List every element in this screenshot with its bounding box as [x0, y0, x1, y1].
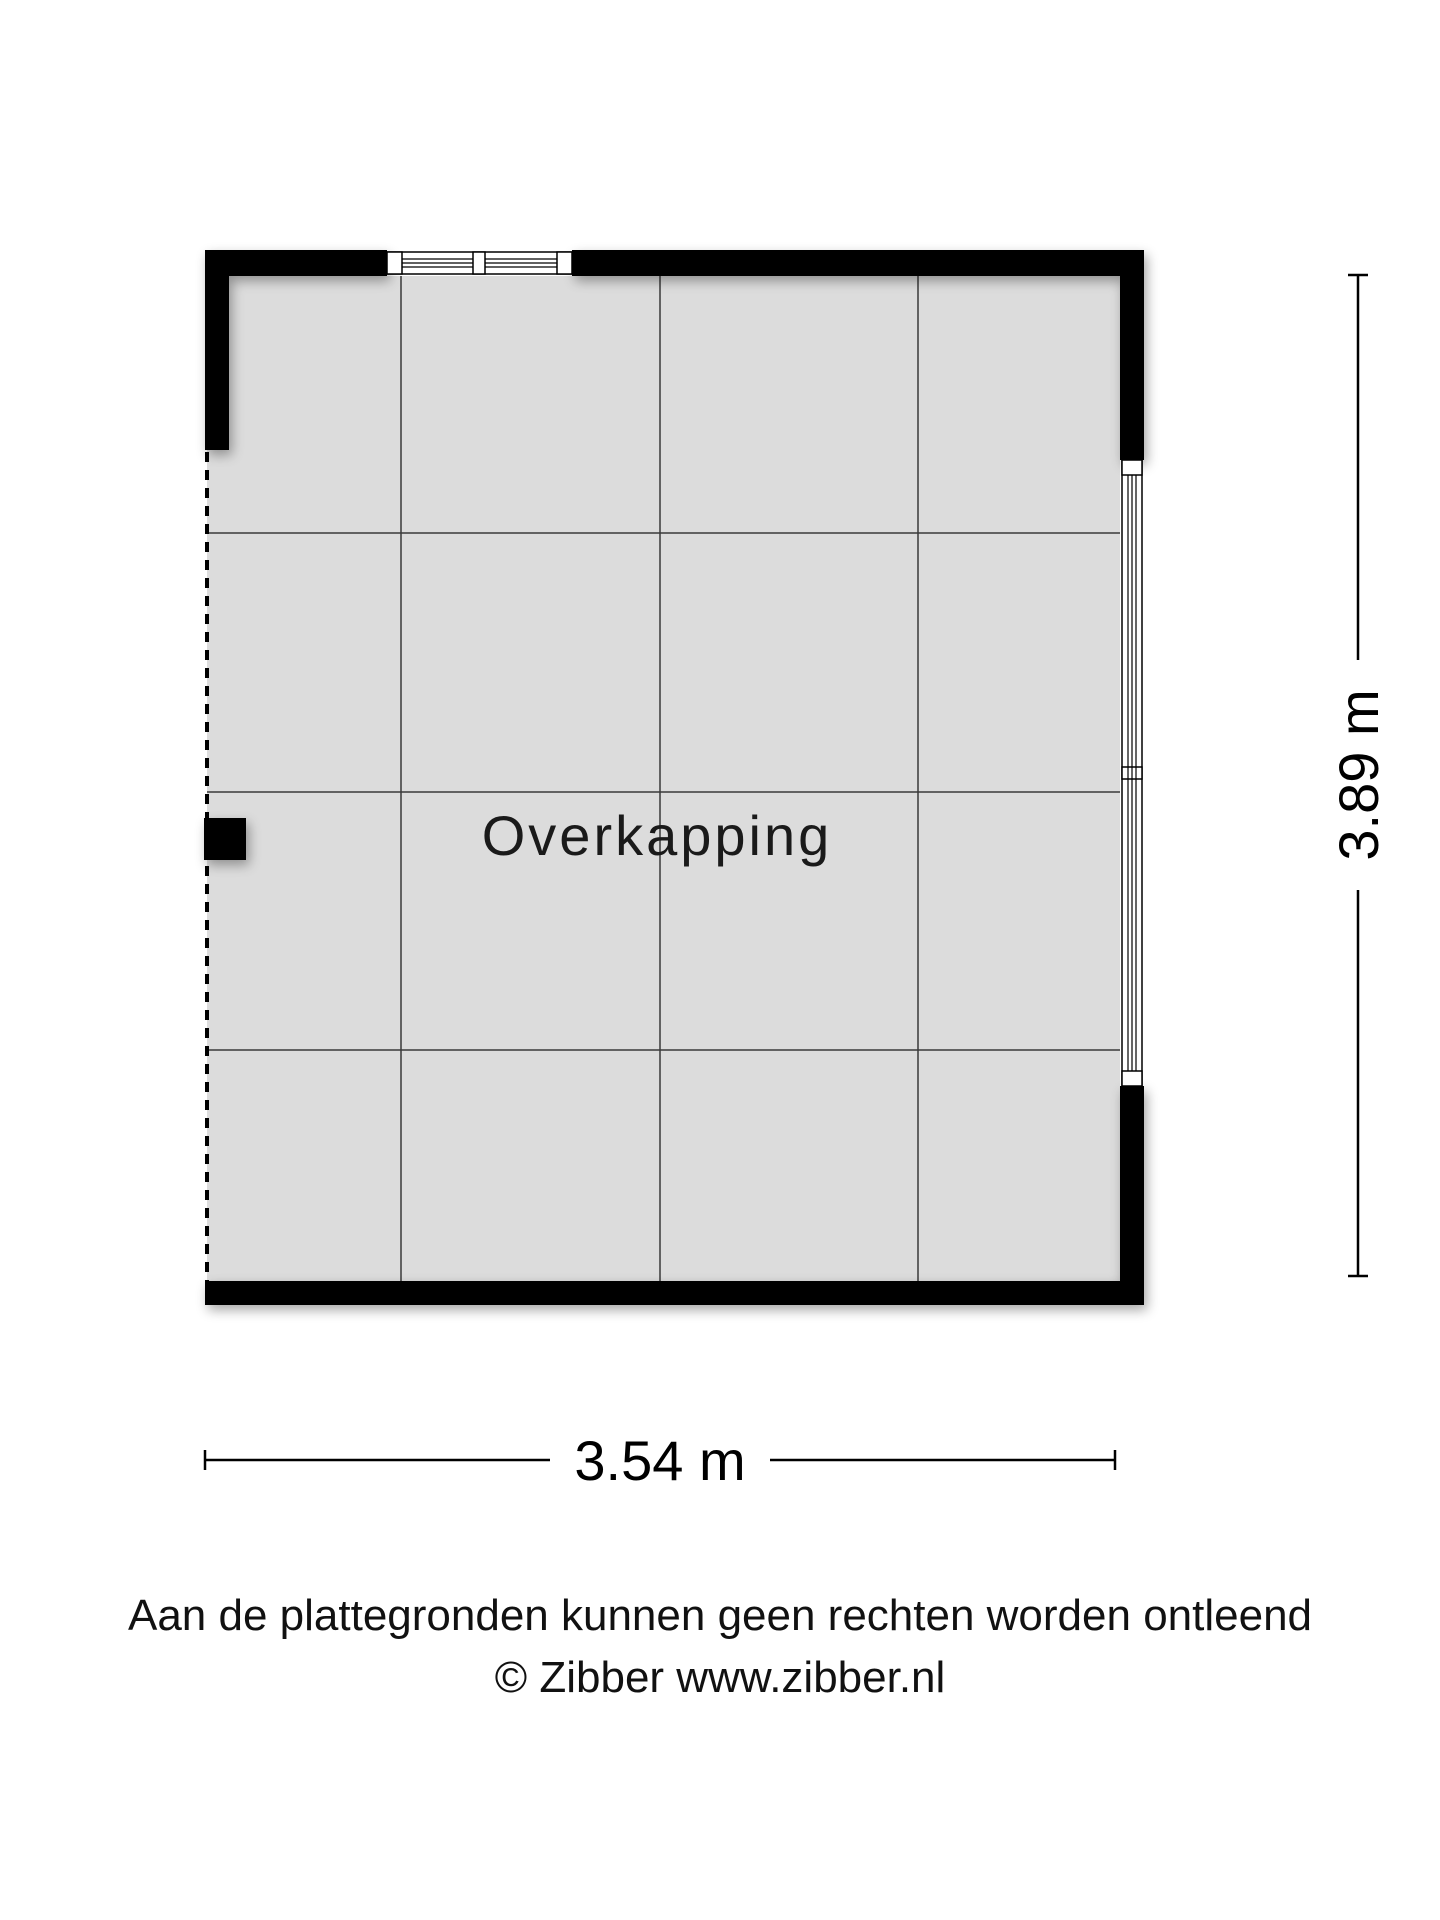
wall-right-upper	[1120, 250, 1144, 460]
dimension-width-label: 3.54 m	[574, 1429, 746, 1492]
wall-left-upper	[205, 250, 229, 450]
window-top	[387, 252, 572, 274]
column-post	[204, 818, 246, 860]
wall-top-right	[572, 250, 1144, 276]
footer	[0, 1585, 1440, 1709]
window-right	[1122, 460, 1142, 1086]
wall-bottom	[205, 1281, 1144, 1305]
room-label: Overkapping	[481, 804, 833, 867]
wall-right-lower	[1120, 1086, 1144, 1305]
room-floor	[207, 276, 1120, 1281]
copyright-text: © Zibber www.zibber.nl	[494, 1653, 946, 1702]
dimension-height-label: 3.89 m	[1327, 689, 1390, 861]
disclaimer-text: Aan de plattegronden kunnen geen rechten worden ontleend	[127, 1591, 1313, 1640]
wall-top-left	[205, 250, 387, 276]
